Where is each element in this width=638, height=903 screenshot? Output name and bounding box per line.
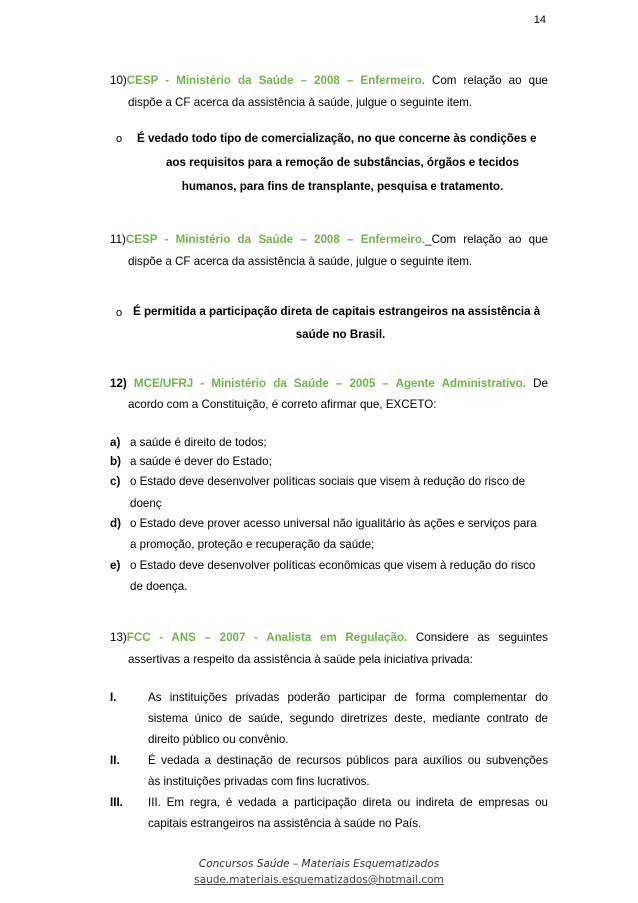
question-stem: Considere as seguintes [415,631,548,644]
option-label: a) [110,436,121,449]
item-statement-line: humanos, para fins de transplante, pesquisa e tratamento. [181,180,504,193]
option-text: a saúde é dever do Estado; [130,455,272,468]
question-stem: Com relação ao que [431,74,548,87]
item-statement-line: É permitida a participação direta de capitais estrangeiros na assistência à [133,305,541,318]
question-source: CESP - Ministério da Saúde – 2008 – Enfermeiro. [126,74,425,87]
assertion-text: III. Em regra, é vedada a participação direta ou indireta de empresas ou [148,796,548,809]
option-label: c) [110,475,121,488]
question-number: 10) [110,74,127,87]
assertion-text: às instituições privadas com fins lucrativos. [148,775,370,788]
assertion-label: I. [110,691,117,704]
item-statement-line: saúde no Brasil. [295,328,386,341]
bullet-icon: o [116,307,123,319]
question-12-header [110,376,548,392]
question-13-header [110,630,548,646]
question-stem-continued: acordo com a Constituição, é correto afirmar que, EXCETO: [128,398,437,411]
question-source: FCC - ANS – 2007 - Analista em Regulação. [126,631,408,644]
footer-title: Concursos Saúde – Materiais Esquematizados [198,858,440,870]
option-label: b) [110,455,121,468]
footer-email-link[interactable]: saude.materiais.esquematizados@hotmail.com [194,874,444,886]
question-stem-continued: assertivas a respeito da assistência à saúde pela iniciativa privada: [128,653,473,666]
question-10-header [110,73,548,89]
question-source: CESP - Ministério da Saúde – 2008 – Enfermeiro. [125,233,426,246]
bullet-icon: o [116,133,123,145]
assertion-text: direito público ou convênio. [148,733,289,746]
question-source: MCE/UFRJ - Ministério da Saúde – 2005 – Agente Administrativo. [133,377,526,390]
option-text: o Estado deve desenvolver políticas sociais que visem à redução do risco de [130,475,526,488]
question-number: 11) [110,233,126,246]
option-text: a saúde é direito de todos; [130,436,267,449]
assertion-text: É vedada a destinação de recursos públicos para auxílios ou subvenções [148,754,548,767]
question-number: 12) [110,377,127,390]
assertion-label: II. [110,754,120,767]
assertion-text: sistema único de saúde, segundo diretrizes deste, mediante contrato de [148,712,548,725]
assertion-text: As instituições privadas poderão participar de forma complementar do [148,691,548,704]
assertion-text: capitais estrangeiros na assistência à saúde no País. [148,817,422,830]
option-text: o Estado deve desenvolver políticas econômicas que visem à redução do risco [130,559,536,572]
question-stem-continued: dispõe a CF acerca da assistência à saúde, julgue o seguinte item. [128,96,473,109]
item-statement-line: É vedado todo tipo de comercialização, no que concerne às condições e [137,132,537,145]
question-stem: De [533,377,548,390]
assertion-label: III. [110,796,123,809]
question-stem: _Com relação ao que [425,233,548,246]
option-label: d) [110,517,121,530]
question-stem-continued: dispõe a CF acerca da assistência à saúde, julgue o seguinte item. [128,255,473,268]
item-statement-line: aos requisitos para a remoção de substâncias, órgãos e tecidos [165,156,520,169]
question-number: 13) [110,631,127,644]
question-11-header [110,232,548,248]
option-text: doenç [130,497,162,510]
option-text: o Estado deve prover acesso universal não igualitário às ações e serviços para [130,517,537,530]
page-number: 14 [533,14,546,26]
option-text: a promoção, proteção e recuperação da saúde; [130,538,375,551]
option-label: e) [110,559,121,572]
option-text: de doença. [130,580,188,593]
